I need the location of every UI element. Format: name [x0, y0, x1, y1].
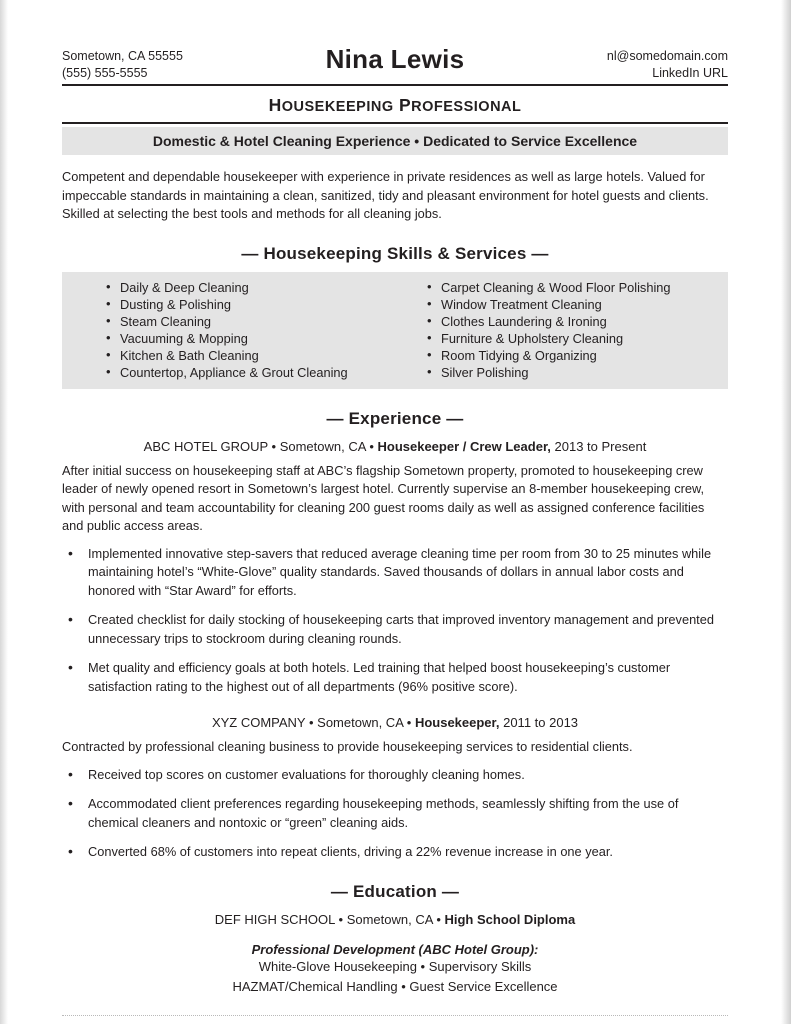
- page-left-shadow: [0, 0, 8, 1024]
- linkedin-text: LinkedIn URL: [652, 66, 728, 80]
- resume-header: [62, 44, 728, 86]
- job-bullet: • Converted 68% of customers into repeat clients, driving a 22% revenue increase in one year.: [62, 843, 728, 862]
- page-right-shadow: [781, 0, 791, 1024]
- contact-right: [538, 44, 728, 82]
- education-sep-2: •: [432, 911, 445, 927]
- skill-item: • Daily & Deep Cleaning: [106, 279, 395, 296]
- contact-left: [62, 44, 252, 82]
- job-bullet-list: [62, 766, 728, 862]
- professional-development-heading: Professional Development (ABC Hotel Group):: [251, 941, 539, 957]
- job-paragraph: After initial success on housekeeping staff at ABC’s flagship Sometown property, promoted to housekeeping crew leader of newly opened resort in Sometown’s largest hotel. Currently supervise an 8-member housekeeping crew, with personal and team accountability for cleaning 200 guest rooms daily as well as assigned conference facilities and public access areas.: [62, 462, 705, 533]
- skill-item: • Kitchen & Bath Cleaning: [106, 347, 395, 364]
- job-header-line: [62, 437, 728, 456]
- job-sep-2: •: [365, 438, 378, 454]
- skill-item: • Vacuuming & Mopping: [106, 330, 395, 347]
- job-paragraph: Contracted by professional cleaning business to provide housekeeping services to residential clients.: [62, 739, 633, 754]
- skill-item: • Steam Cleaning: [106, 313, 395, 330]
- skill-item: • Room Tidying & Organizing: [427, 347, 728, 364]
- email-text: nl@somedomain.com: [606, 49, 728, 63]
- resume-content: [62, 44, 728, 1016]
- job-dates: 2013 to Present: [550, 438, 647, 454]
- job-bullet: • Accommodated client preferences regarding housekeeping methods, seamlessly shifting from the use of chemical cleaners and nontoxic or “green” cleaning aids.: [62, 795, 728, 832]
- skill-item: • Silver Polishing: [427, 364, 728, 381]
- job-title: Housekeeper,: [414, 715, 500, 730]
- job-dates: 2011 to 2013: [499, 715, 579, 730]
- job-employer: XYZ COMPANY: [211, 715, 306, 730]
- professional-development-line: White-Glove Housekeeping • Supervisory Skills: [258, 958, 532, 974]
- candidate-name: Nina Lewis: [325, 44, 465, 74]
- professional-development-lines: [62, 957, 728, 997]
- experience-body: [62, 437, 728, 862]
- education-line: [62, 910, 728, 929]
- tagline-band: Domestic & Hotel Cleaning Experience • Dedicated to Service Excellence: [62, 127, 728, 155]
- job-location: Sometown, CA: [279, 438, 366, 454]
- skill-item: • Furniture & Upholstery Cleaning: [427, 330, 728, 347]
- skills-list-right: [395, 279, 728, 381]
- job-bullet: • Met quality and efficiency goals at both hotels. Led training that helped boost housekeeping’s customer satisfaction rating to the highest out of all departments (96% positive score).: [62, 659, 728, 696]
- education-location: Sometown, CA: [346, 911, 433, 927]
- job-sep-1: •: [305, 715, 318, 730]
- skill-item: • Dusting & Polishing: [106, 296, 395, 313]
- job-location: Sometown, CA: [317, 715, 404, 730]
- professional-title-text: HOUSEKEEPING PROFESSIONAL: [268, 95, 522, 115]
- job-employer: ABC HOTEL GROUP: [143, 438, 268, 454]
- summary-paragraph: Competent and dependable housekeeper with experience in private residences as well as large hotels. Valued for impeccable standards in maintaining a clean, sanitized, tidy and pleasant environment for hotel guests and clients. Skilled at selecting the best tools and methods for all cleaning jobs.: [62, 169, 709, 221]
- job-bullet: • Created checklist for daily stocking of housekeeping carts that improved inventory management and prevented unnecessary trips to stockroom during cleaning rounds.: [62, 611, 728, 648]
- job-header-line: [62, 713, 728, 732]
- education-school: DEF HIGH SCHOOL: [214, 911, 335, 927]
- professional-title: [62, 86, 728, 124]
- bottom-divider: [62, 1015, 728, 1016]
- experience-section-heading: — Experience —: [326, 408, 464, 428]
- skills-column-right: [395, 279, 728, 381]
- professional-development-line: HAZMAT/Chemical Handling • Guest Service Excellence: [232, 978, 558, 994]
- skill-item: • Carpet Cleaning & Wood Floor Polishing: [427, 279, 728, 296]
- skill-item: • Clothes Laundering & Ironing: [427, 313, 728, 330]
- job-bullet: • Implemented innovative step-savers that reduced average cleaning time per room from 30 to 25 minutes while maintaining hotel’s “White-Glove” quality standards. Saved thousands of dollars in annual labor costs and honored with “Star Award” for efforts.: [62, 545, 728, 601]
- address-text: Sometown, CA 55555: [62, 49, 183, 63]
- skill-item: • Countertop, Appliance & Grout Cleaning: [106, 364, 395, 381]
- education-degree: High School Diploma: [444, 911, 576, 927]
- phone-text: (555) 555-5555: [62, 66, 148, 80]
- skill-item: • Window Treatment Cleaning: [427, 296, 728, 313]
- job-bullet-list: [62, 545, 728, 697]
- job-sep-1: •: [267, 438, 280, 454]
- education-section-heading: — Education —: [330, 881, 460, 901]
- skills-section-heading: — Housekeeping Skills & Services —: [241, 243, 549, 263]
- education-sep-1: •: [334, 911, 347, 927]
- job-sep-2: •: [403, 715, 415, 730]
- skills-list-left: [62, 279, 395, 381]
- skills-band: [62, 272, 728, 389]
- job-bullet: • Received top scores on customer evaluations for thoroughly cleaning homes.: [62, 766, 728, 785]
- job-title: Housekeeper / Crew Leader,: [377, 438, 551, 454]
- skills-column-left: [62, 279, 395, 381]
